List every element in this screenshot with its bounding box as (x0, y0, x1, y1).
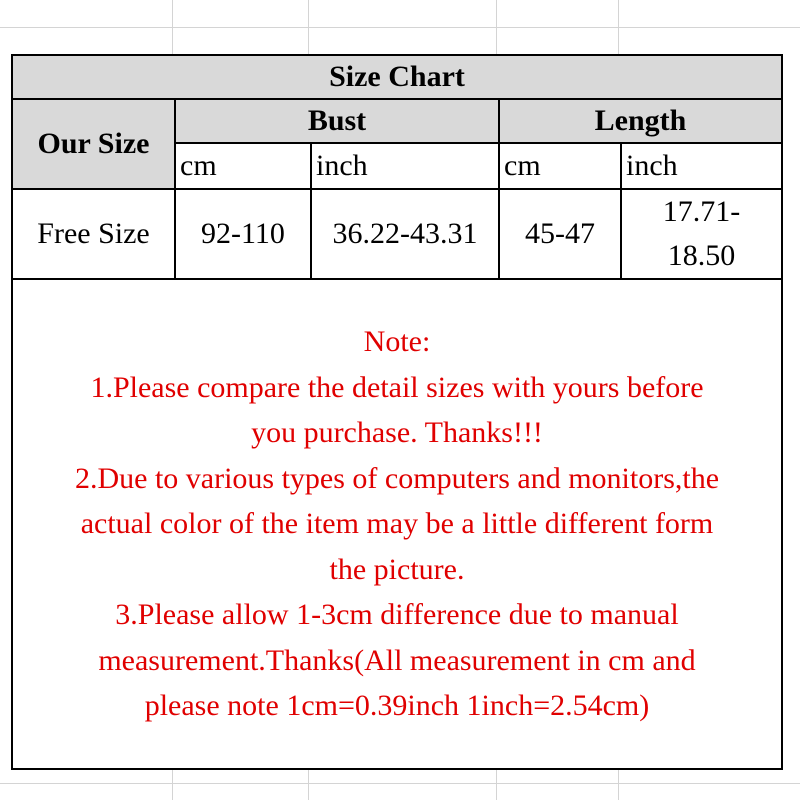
gridline (0, 783, 800, 784)
note-line: actual color of the item may be a little different form (80, 507, 714, 541)
length-cm-value: 45-47 (498, 190, 620, 280)
bust-cm-unit: cm (174, 144, 310, 190)
note-heading: Note: (363, 325, 431, 359)
bust-header: Bust (174, 100, 498, 144)
our-size-header: Our Size (13, 100, 174, 190)
size-value: Free Size (13, 190, 174, 280)
gridline (0, 27, 800, 28)
bust-cm-value: 92-110 (174, 190, 310, 280)
notes-section (13, 280, 781, 768)
note-line: please note 1cm=0.39inch 1inch=2.54cm) (144, 689, 650, 723)
length-inch-line: 17.71- (662, 195, 741, 228)
note-line: measurement.Thanks(All measurement in cm and (98, 643, 696, 677)
note-line: 2.Due to various types of computers and monitors,the (74, 461, 720, 495)
length-header: Length (498, 100, 781, 144)
note-line: you purchase. Thanks!!! (251, 416, 543, 450)
note-line: the picture. (329, 552, 465, 586)
size-chart-title: Size Chart (13, 56, 781, 100)
note-line: 3.Please allow 1-3cm difference due to manual (115, 598, 679, 632)
size-chart-table (11, 54, 783, 770)
length-cm-unit: cm (498, 144, 620, 190)
note-line: 1.Please compare the detail sizes with yours before (90, 370, 704, 404)
length-inch-unit: inch (620, 144, 781, 190)
bust-inch-unit: inch (310, 144, 498, 190)
length-inch-line: 18.50 (667, 239, 736, 272)
length-inch-value (620, 190, 781, 280)
bust-inch-value: 36.22-43.31 (310, 190, 498, 280)
